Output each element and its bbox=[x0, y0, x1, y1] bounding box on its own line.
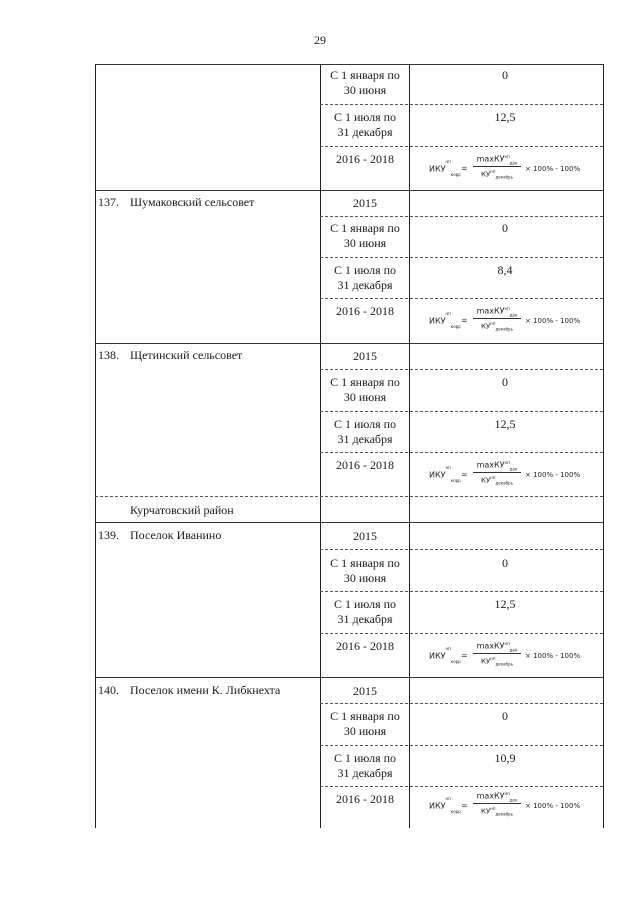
fraction-bar bbox=[473, 472, 521, 473]
formula-numerator: maxКУ$^{нп}_{дек}$ bbox=[476, 460, 518, 472]
value-cell: 12,5 bbox=[494, 417, 516, 431]
period-label: 31 декабря bbox=[337, 612, 393, 626]
formula: $ИКУ^{нп}_{корр}$ = maxКУ$^{нп}_{дек}$ $КУ^{нп}_{декабрь}$ × 100% - 100% bbox=[429, 460, 581, 486]
period-label: С 1 июля по bbox=[333, 110, 397, 124]
period-label: 31 декабря bbox=[337, 766, 393, 780]
formula-lhs: $ИКУ^{нп}_{корр}$ bbox=[429, 465, 461, 484]
row-separator bbox=[320, 411, 603, 412]
period-label: С 1 января по bbox=[330, 709, 400, 723]
row-name: Щетинский сельсовет bbox=[130, 348, 243, 362]
row-separator bbox=[95, 522, 603, 523]
formula-lhs: $ИКУ^{нп}_{корр}$ bbox=[429, 311, 461, 330]
value-cell: 10,9 bbox=[494, 751, 516, 765]
period-label: С 1 июля по bbox=[333, 263, 397, 277]
row-name: Поселок Иванино bbox=[130, 528, 222, 542]
period-label: С 1 июля по bbox=[333, 417, 397, 431]
row-separator bbox=[95, 343, 603, 344]
period-label: 2016 - 2018 bbox=[336, 152, 394, 166]
period-label: С 1 июля по bbox=[333, 597, 397, 611]
value-cell: 0 bbox=[502, 709, 508, 723]
row-separator bbox=[320, 591, 603, 592]
fraction-bar bbox=[473, 318, 521, 319]
row-separator bbox=[95, 496, 603, 497]
period-label: 30 июня bbox=[343, 571, 387, 585]
period-label: 31 декабря bbox=[337, 432, 393, 446]
value-cell: 0 bbox=[502, 556, 508, 570]
formula-numerator: maxКУ$^{нп}_{дек}$ bbox=[476, 154, 518, 166]
row-separator bbox=[95, 190, 603, 191]
value-cell: 0 bbox=[502, 375, 508, 389]
value-cell: 0 bbox=[502, 221, 508, 235]
row-separator bbox=[320, 549, 603, 550]
period-label: 2016 - 2018 bbox=[336, 458, 394, 472]
year-label: 2015 bbox=[353, 684, 377, 698]
period-label: 2016 - 2018 bbox=[336, 792, 394, 806]
formula: $ИКУ^{нп}_{корр}$ = maxКУ$^{нп}_{дек}$ $КУ^{нп}_{декабрь}$ × 100% - 100% bbox=[429, 791, 581, 817]
period-label: С 1 января по bbox=[330, 221, 400, 235]
value-cell: 12,5 bbox=[494, 597, 516, 611]
formula: $ИКУ^{нп}_{корр}$ = maxКУ$^{нп}_{дек}$ $КУ^{нп}_{декабрь}$ × 100% - 100% bbox=[429, 306, 581, 332]
fraction-bar bbox=[473, 653, 521, 654]
formula-lhs: $ИКУ^{нп}_{корр}$ bbox=[429, 159, 461, 178]
formula-denominator: $КУ^{нп}_{декабрь}$ bbox=[481, 806, 513, 817]
formula-denominator: $КУ^{нп}_{декабрь}$ bbox=[481, 321, 513, 332]
formula-lhs: $ИКУ^{нп}_{корр}$ bbox=[429, 796, 461, 815]
period-label: 30 июня bbox=[343, 724, 387, 738]
district-heading: Курчатовский район bbox=[130, 503, 234, 517]
row-separator bbox=[320, 745, 603, 746]
row-separator bbox=[320, 104, 603, 105]
formula-lhs: $ИКУ^{нп}_{корр}$ bbox=[429, 646, 461, 665]
row-number: 137. bbox=[98, 195, 119, 209]
row-separator bbox=[95, 677, 603, 678]
row-separator bbox=[320, 369, 603, 370]
table-border-left bbox=[95, 64, 96, 828]
formula: $ИКУ^{нп}_{корр}$ = maxКУ$^{нп}_{дек}$ $КУ^{нп}_{декабрь}$ × 100% - 100% bbox=[429, 641, 581, 667]
year-label: 2015 bbox=[353, 349, 377, 363]
period-label: 30 июня bbox=[343, 390, 387, 404]
value-cell: 12,5 bbox=[494, 110, 516, 124]
period-label: 31 декабря bbox=[337, 278, 393, 292]
table-top-border bbox=[95, 64, 603, 65]
row-separator bbox=[320, 452, 603, 453]
year-label: 2015 bbox=[353, 196, 377, 210]
period-label: 2016 - 2018 bbox=[336, 304, 394, 318]
formula-numerator: maxКУ$^{нп}_{дек}$ bbox=[476, 791, 518, 803]
formula: $ИКУ^{нп}_{корр}$ = maxКУ$^{нп}_{дек}$ $КУ^{нп}_{декабрь}$ × 100% - 100% bbox=[429, 154, 581, 180]
row-name: Поселок имени К. Либкнехта bbox=[130, 683, 281, 697]
row-name: Шумаковский сельсовет bbox=[130, 195, 255, 209]
period-label: С 1 июля по bbox=[333, 751, 397, 765]
row-number: 138. bbox=[98, 348, 119, 362]
formula-numerator: maxКУ$^{нп}_{дек}$ bbox=[476, 306, 518, 318]
row-separator bbox=[320, 633, 603, 634]
value-cell: 0 bbox=[502, 68, 508, 82]
row-separator bbox=[320, 216, 603, 217]
formula-numerator: maxКУ$^{нп}_{дек}$ bbox=[476, 641, 518, 653]
year-label: 2015 bbox=[353, 529, 377, 543]
fraction-bar bbox=[473, 803, 521, 804]
table-border-right bbox=[603, 64, 604, 828]
formula-denominator: $КУ^{нп}_{декабрь}$ bbox=[481, 169, 513, 180]
period-label: 30 июня bbox=[343, 83, 387, 97]
row-separator bbox=[320, 257, 603, 258]
row-number: 139. bbox=[98, 528, 119, 542]
period-label: 31 декабря bbox=[337, 125, 393, 139]
period-label: С 1 января по bbox=[330, 556, 400, 570]
period-label: С 1 января по bbox=[330, 68, 400, 82]
row-separator bbox=[320, 146, 603, 147]
period-label: С 1 января по bbox=[330, 375, 400, 389]
fraction-bar bbox=[473, 166, 521, 167]
row-number: 140. bbox=[98, 683, 119, 697]
period-label: 2016 - 2018 bbox=[336, 639, 394, 653]
row-separator bbox=[320, 298, 603, 299]
row-separator bbox=[320, 703, 603, 704]
formula-denominator: $КУ^{нп}_{декабрь}$ bbox=[481, 475, 513, 486]
formula-denominator: $КУ^{нп}_{декабрь}$ bbox=[481, 656, 513, 667]
value-cell: 8,4 bbox=[497, 263, 513, 277]
period-label: 30 июня bbox=[343, 236, 387, 250]
page-number: 29 bbox=[314, 33, 326, 47]
